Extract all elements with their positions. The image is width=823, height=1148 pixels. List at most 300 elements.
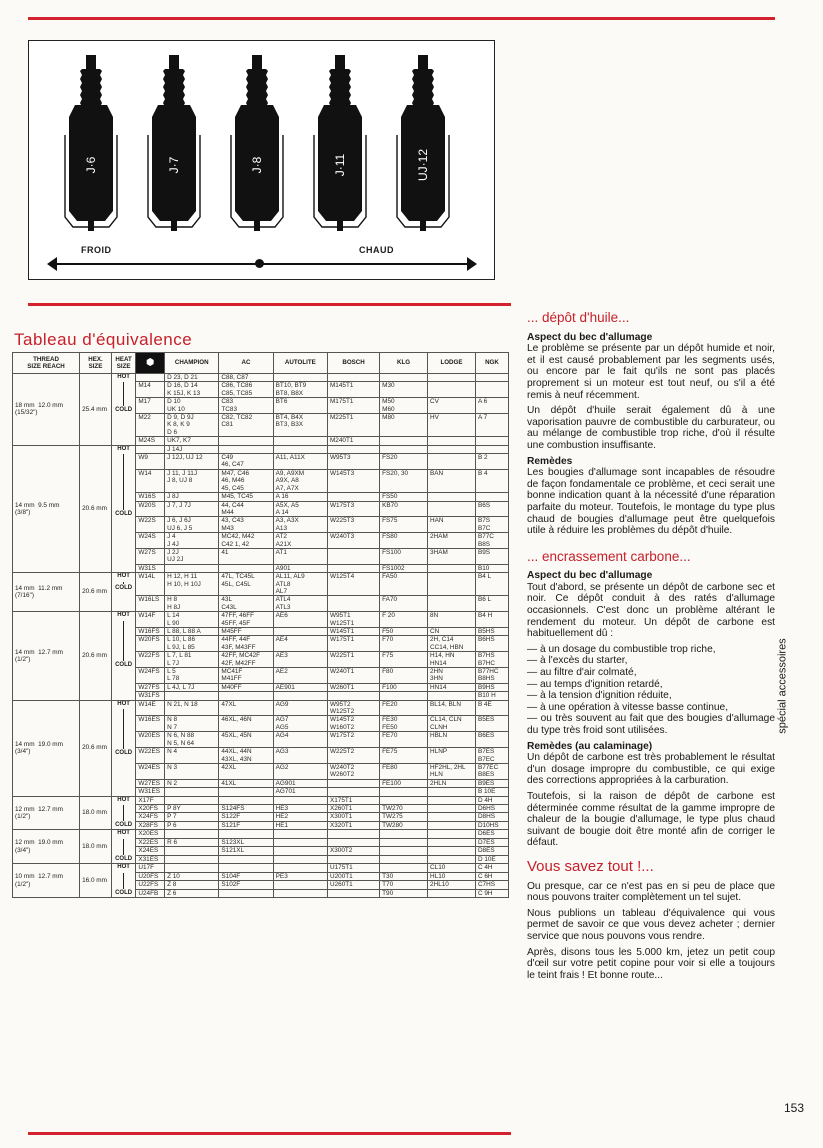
cell-code: W14F: [136, 612, 165, 628]
table-row: [13, 573, 509, 596]
cell-bosch: W260T1: [327, 683, 379, 691]
cell-autolite: AL11, AL9 ATL8 AL7: [273, 573, 327, 596]
cell-autolite: AG3: [273, 748, 327, 764]
cell-code: M22: [136, 414, 165, 437]
cell-lodge: [428, 437, 476, 445]
scale-label-froid: FROID: [81, 245, 112, 255]
scale-center-dot: [255, 259, 264, 268]
cell-autolite: [273, 796, 327, 804]
cell-champion: J 2J UJ 2J: [165, 548, 219, 564]
cell-code: W9: [136, 454, 165, 470]
spark-plug-label: J·7: [167, 156, 181, 174]
cell-champion: N 21, N 18: [165, 700, 219, 716]
cell-autolite: [273, 374, 327, 382]
cell-code: W20S: [136, 501, 165, 517]
cell-champion: J 14J: [165, 445, 219, 453]
cell-lodge: BAN: [428, 469, 476, 492]
cell-ngk: B77HC B8HS: [475, 668, 508, 684]
cell-ac: 43L C43L: [219, 596, 273, 612]
spark-plug-figure: [28, 40, 495, 280]
cell-code: X22ES: [136, 838, 165, 846]
cell-bosch: [327, 788, 379, 796]
cell-ngk: B9S: [475, 548, 508, 564]
cell-ngk: D7ES: [475, 838, 508, 846]
cell-code: W14: [136, 469, 165, 492]
cell-bosch: [327, 830, 379, 838]
cell-autolite: A3, A3X A13: [273, 517, 327, 533]
cell-hex: 20.6 mm: [80, 700, 112, 796]
spark-plug-3: [231, 55, 283, 231]
cell-champion: [165, 692, 219, 700]
cell-klg: [380, 830, 428, 838]
cell-bosch: [327, 838, 379, 846]
cell-champion: [165, 864, 219, 872]
cell-bosch: M175T1: [327, 398, 379, 414]
cell-ngk: C 4H: [475, 864, 508, 872]
cell-champion: N 6, N 88 N 5, N 64: [165, 732, 219, 748]
cell-ngk: B4 L: [475, 573, 508, 596]
cell-champion: H 8 H 8J: [165, 596, 219, 612]
cell-klg: M80: [380, 414, 428, 437]
cell-code: W14L: [136, 573, 165, 596]
cell-klg: FA50: [380, 573, 428, 596]
spark-plug-label: J·11: [333, 153, 347, 177]
spark-plug-label: UJ·12: [416, 148, 430, 182]
cell-heat-range: [111, 796, 135, 830]
cell-ac: 41: [219, 548, 273, 564]
cell-lodge: [428, 830, 476, 838]
cell-hex: 20.6 mm: [80, 612, 112, 700]
cell-hex: 18.0 mm: [80, 830, 112, 864]
cell-klg: FS20: [380, 454, 428, 470]
cell-champion: [165, 788, 219, 796]
cell-champion: D 23, D 21: [165, 374, 219, 382]
cell-klg: FE75: [380, 748, 428, 764]
cell-lodge: 2HLN: [428, 779, 476, 787]
cell-ac: 42XL: [219, 763, 273, 779]
heat-cold-label: COLD: [115, 511, 133, 518]
cell-code: W27S: [136, 548, 165, 564]
cell-code: X20ES: [136, 830, 165, 838]
cell-klg: [380, 445, 428, 453]
cell-bosch: [327, 692, 379, 700]
th-ngk: NGK: [475, 353, 508, 374]
cell-champion: J 6, J 6J UJ 6, J 5: [165, 517, 219, 533]
heat-arrow-icon: [123, 805, 124, 821]
cell-bosch: W225T1: [327, 652, 379, 668]
cell-heat-range: [111, 700, 135, 796]
cell-ac: S124FS: [219, 804, 273, 812]
cell-klg: [380, 838, 428, 846]
list-item: — à la tension d'ignition réduite,: [527, 690, 672, 702]
paragraph: Après, disons tous les 5.000 km, jetez un petit coup d'œil sur votre petit copine pour voir si elle a toujours le teint frais ! Et bonne route...: [527, 946, 775, 981]
cell-lodge: HAN: [428, 517, 476, 533]
cell-autolite: [273, 445, 327, 453]
cell-lodge: HBLN: [428, 732, 476, 748]
cell-thread: 10 mm 12.7 mm (1/2"): [13, 864, 80, 898]
cell-lodge: [428, 889, 476, 897]
cell-autolite: AE4: [273, 636, 327, 652]
cell-lodge: [428, 596, 476, 612]
cell-bosch: M225T1: [327, 414, 379, 437]
cell-autolite: AG2: [273, 763, 327, 779]
cell-autolite: [273, 889, 327, 897]
cell-champion: P 8Y: [165, 804, 219, 812]
cell-ngk: B6S: [475, 501, 508, 517]
cell-klg: FS75: [380, 517, 428, 533]
cell-klg: TW270: [380, 804, 428, 812]
cell-hex: 20.6 mm: [80, 573, 112, 612]
table-row: [13, 796, 509, 804]
cell-bosch: W145T2 W160T2: [327, 716, 379, 732]
cell-bosch: [327, 374, 379, 382]
cell-ac: C49 46, C47: [219, 454, 273, 470]
cell-bosch: W95T1 W125T1: [327, 612, 379, 628]
cell-ngk: B9HS: [475, 683, 508, 691]
cell-ac: M47, C46 46, M46 45, C45: [219, 469, 273, 492]
cell-bosch: W225T2: [327, 748, 379, 764]
cell-autolite: AE901: [273, 683, 327, 691]
heat-arrow-icon: [123, 873, 124, 889]
bottom-rule: [28, 1132, 511, 1135]
cell-autolite: AG7 AG5: [273, 716, 327, 732]
cell-champion: [165, 855, 219, 863]
cell-autolite: BT6: [273, 398, 327, 414]
cell-ac: MC42, M42 C42 1, 42: [219, 533, 273, 549]
cell-code: W16ES: [136, 716, 165, 732]
cell-code: W27ES: [136, 779, 165, 787]
cell-bosch: M240T1: [327, 437, 379, 445]
th-hex: HEX. SIZE: [80, 353, 112, 374]
cell-ac: [219, 855, 273, 863]
cell-code: X28FS: [136, 821, 165, 829]
cell-klg: M50 M60: [380, 398, 428, 414]
cell-ngk: B 2: [475, 454, 508, 470]
cell-autolite: A 16: [273, 493, 327, 501]
cell-champion: L 14 L 90: [165, 612, 219, 628]
cell-ngk: C 9H: [475, 889, 508, 897]
cell-autolite: A11, A11X: [273, 454, 327, 470]
th-champion: CHAMPION: [165, 353, 219, 374]
cell-autolite: AE3: [273, 652, 327, 668]
cell-ac: C88, C87: [219, 374, 273, 382]
cell-ngk: B10: [475, 564, 508, 572]
cell-champion: P 6: [165, 821, 219, 829]
cell-klg: FE20: [380, 700, 428, 716]
paragraph: Tout d'abord, se présente un dépôt de carbone sec et noir. Ce dépôt conduit à des ratés d'allumage occasionnels. C'est donc un problème altérant le rendement du moteur. Un dépôt de carbone est habituellement dû :: [527, 581, 775, 640]
th-autolite: AUTOLITE: [273, 353, 327, 374]
cell-ac: [219, 889, 273, 897]
cell-lodge: [428, 838, 476, 846]
cell-code: M14: [136, 382, 165, 398]
cell-code: W27FS: [136, 683, 165, 691]
cell-ac: MC41F M41FF: [219, 668, 273, 684]
cell-bosch: [327, 889, 379, 897]
cell-autolite: [273, 628, 327, 636]
cell-autolite: [273, 847, 327, 855]
cell-lodge: [428, 501, 476, 517]
cell-ngk: B7S B7C: [475, 517, 508, 533]
th-klg: KLG: [380, 353, 428, 374]
cell-lodge: HF2HL, 2HL HLN: [428, 763, 476, 779]
heat-arrow-icon: [123, 382, 124, 406]
cell-ac: [219, 445, 273, 453]
cell-champion: [165, 796, 219, 804]
cell-autolite: BT4, B4X BT3, B3X: [273, 414, 327, 437]
cell-lodge: [428, 847, 476, 855]
cell-ac: 45XL, 45N: [219, 732, 273, 748]
cell-bosch: W95T3: [327, 454, 379, 470]
cell-code: W31ES: [136, 788, 165, 796]
cell-champion: Z 10: [165, 872, 219, 880]
cell-ac: 47XL: [219, 700, 273, 716]
cell-lodge: [428, 821, 476, 829]
cell-champion: D 10 UK 10: [165, 398, 219, 414]
cell-lodge: [428, 796, 476, 804]
cell-bosch: W175T1: [327, 636, 379, 652]
cell-code: W16LS: [136, 596, 165, 612]
cell-code: X24ES: [136, 847, 165, 855]
cell-bosch: W175T2: [327, 732, 379, 748]
cell-klg: FS20, 30: [380, 469, 428, 492]
cell-code: U22FS: [136, 881, 165, 889]
cell-thread: 14 mm 9.5 mm (3/8"): [13, 445, 80, 573]
cell-ngk: B10 H: [475, 692, 508, 700]
cell-lodge: [428, 445, 476, 453]
cell-ngk: B 4E: [475, 700, 508, 716]
subheading: Remèdes: [527, 455, 573, 467]
cell-ac: 47FF, 46FF 45FF, 45F: [219, 612, 273, 628]
cell-ac: [219, 864, 273, 872]
cell-ngk: D8ES: [475, 847, 508, 855]
cell-klg: F 20: [380, 612, 428, 628]
cell-lodge: HL10: [428, 872, 476, 880]
cell-autolite: [273, 881, 327, 889]
cell-ngk: [475, 374, 508, 382]
cell-lodge: [428, 855, 476, 863]
cell-autolite: BT10, BT9 BT8, B8X: [273, 382, 327, 398]
text-column: [527, 308, 775, 985]
cell-lodge: [428, 374, 476, 382]
cell-lodge: 2H, C14 CC14, HBN: [428, 636, 476, 652]
cell-champion: R 6: [165, 838, 219, 846]
heat-hot-label: HOT: [117, 796, 130, 803]
cell-champion: D 16, D 14 K 15J, K 13: [165, 382, 219, 398]
cell-klg: T70: [380, 881, 428, 889]
cell-ngk: B5HS: [475, 628, 508, 636]
heat-hot-label: HOT: [117, 445, 130, 452]
cell-ngk: D 10E: [475, 855, 508, 863]
cell-champion: UK7, K7: [165, 437, 219, 445]
spark-plug-5: [397, 55, 449, 231]
heat-hot-label: HOT: [117, 612, 130, 619]
cell-ac: M45FF: [219, 628, 273, 636]
cell-ngk: B7ES B7EC: [475, 748, 508, 764]
cell-autolite: A9, A9XM A9X, A8 A7, A7X: [273, 469, 327, 492]
cell-ngk: A 6: [475, 398, 508, 414]
heat-cold-label: COLD: [115, 407, 133, 414]
spark-plug-4: [314, 55, 366, 231]
th-thread: THREAD SIZE REACH: [13, 353, 80, 374]
heat-arrow-icon: [123, 454, 124, 510]
list-item: — au filtre d'air colmaté,: [527, 667, 637, 679]
cell-lodge: [428, 564, 476, 572]
spark-plug-1: [65, 55, 117, 231]
cell-autolite: [273, 692, 327, 700]
cell-code: W24S: [136, 533, 165, 549]
heat-arrow-icon: [123, 621, 124, 661]
th-lodge: LODGE: [428, 353, 476, 374]
cell-lodge: H14, HN HN14: [428, 652, 476, 668]
cell-autolite: AG901: [273, 779, 327, 787]
paragraph: Toutefois, si la raison de dépôt de carbone est déterminée comme résultat de la gamme impropre de chaleur de la bougie d'allumage, le type plus chaud suivant de bougie doit être monté afin de corriger le défaut.: [527, 790, 775, 849]
cell-code: W20ES: [136, 732, 165, 748]
cell-klg: FE100: [380, 779, 428, 787]
cell-lodge: [428, 692, 476, 700]
cell-ac: 42FF, MC42F 42F, M42FF: [219, 652, 273, 668]
cell-klg: FE70: [380, 732, 428, 748]
cell-klg: [380, 796, 428, 804]
cell-code: M24S: [136, 437, 165, 445]
heat-hot-label: HOT: [117, 700, 130, 707]
cell-lodge: HN14: [428, 683, 476, 691]
cell-ac: [219, 564, 273, 572]
cell-champion: P 7: [165, 813, 219, 821]
cell-code: W24ES: [136, 763, 165, 779]
paragraph: Ou presque, car ce n'est pas en si peu de place que nous pouvons traiter complètement un tel sujet.: [527, 880, 775, 904]
cell-ngk: B5ES: [475, 716, 508, 732]
cell-code: W24FS: [136, 668, 165, 684]
cell-ngk: B7HS B7HC: [475, 652, 508, 668]
cell-bosch: W145T3: [327, 469, 379, 492]
cell-bosch: W240T2 W260T2: [327, 763, 379, 779]
cell-lodge: [428, 493, 476, 501]
cell-code: W31S: [136, 564, 165, 572]
heat-cold-label: COLD: [115, 889, 133, 896]
cell-thread: 14 mm 11.2 mm (7/16"): [13, 573, 80, 612]
cell-bosch: U200T1: [327, 872, 379, 880]
cell-ac: 41XL: [219, 779, 273, 787]
cell-ac: 44XL, 44N 43XL, 43N: [219, 748, 273, 764]
cell-champion: L 88, L 88 A: [165, 628, 219, 636]
cell-klg: FS100: [380, 548, 428, 564]
table-row: [13, 864, 509, 872]
cell-bosch: W95T2 W125T2: [327, 700, 379, 716]
cell-champion: [165, 564, 219, 572]
cell-autolite: A5X, A5 A 14: [273, 501, 327, 517]
cell-bosch: W240T1: [327, 668, 379, 684]
cell-champion: N 2: [165, 779, 219, 787]
cell-ngk: C 6H: [475, 872, 508, 880]
cell-lodge: 2HL10: [428, 881, 476, 889]
heat-cold-label: COLD: [115, 750, 133, 757]
cell-autolite: AE2: [273, 668, 327, 684]
cell-klg: KB70: [380, 501, 428, 517]
cell-ac: C83 TC83: [219, 398, 273, 414]
cell-code: X24FS: [136, 813, 165, 821]
cell-lodge: [428, 382, 476, 398]
scale-label-chaud: CHAUD: [359, 245, 394, 255]
cell-ac: [219, 788, 273, 796]
cell-bosch: [327, 779, 379, 787]
table-row: [13, 830, 509, 838]
cell-lodge: HV: [428, 414, 476, 437]
side-label-text: spécial accessoires: [776, 638, 789, 734]
cell-klg: FE30 FE50: [380, 716, 428, 732]
th-bosch: BOSCH: [327, 353, 379, 374]
cell-code: W31FS: [136, 692, 165, 700]
cell-bosch: W145T1: [327, 628, 379, 636]
cell-code: W16FS: [136, 628, 165, 636]
cell-bosch: X175T1: [327, 796, 379, 804]
cell-code: U17F: [136, 864, 165, 872]
cell-champion: N 4: [165, 748, 219, 764]
cell-ngk: B6 L: [475, 596, 508, 612]
table-title: Tableau d'équivalence: [14, 330, 193, 349]
th-heat: HEAT SIZE: [111, 353, 135, 374]
cell-ngk: [475, 445, 508, 453]
cell-bosch: [327, 445, 379, 453]
cell-ac: [219, 830, 273, 838]
cell-bosch: W225T3: [327, 517, 379, 533]
cell-code: M17: [136, 398, 165, 414]
cell-klg: F75: [380, 652, 428, 668]
section-title-savez: Vous savez tout !...: [527, 857, 654, 875]
cell-autolite: [273, 855, 327, 863]
cell-klg: [380, 847, 428, 855]
cell-champion: N 8 N 7: [165, 716, 219, 732]
equivalence-table: [12, 352, 509, 898]
cell-bosch: [327, 493, 379, 501]
paragraph: Un dépôt d'huile serait également dû à une vaporisation pauvre de combustible du carburateur, ou au mélange de combustible trop riche, d'où il résulte une combustion insuffisante.: [527, 405, 775, 451]
cell-lodge: [428, 573, 476, 596]
cell-ngk: B77EC B8ES: [475, 763, 508, 779]
cell-autolite: [273, 838, 327, 846]
cell-ngk: B 10E: [475, 788, 508, 796]
paragraph: Les bougies d'allumage sont incapables de résoudre de façon fondamentale ce problème, et ceci serait une bonne indication quant à la nécessité d'une réparation parfaite du moteur. Toutefois, le montage du type plus chaud de bougies d'allumage peut être quelquefois utile à réduire les problèmes du dépôt d'huile.: [527, 467, 775, 537]
side-label: [770, 638, 790, 740]
cell-thread: 12 mm 12.7 mm (1/2"): [13, 796, 80, 830]
cell-klg: [380, 374, 428, 382]
cell-champion: J 11, J 11J J 8, UJ 8: [165, 469, 219, 492]
spark-plug-2: [148, 55, 200, 231]
cell-autolite: ATL4 ATL3: [273, 596, 327, 612]
cell-klg: [380, 692, 428, 700]
cell-ngk: D6ES: [475, 830, 508, 838]
cell-lodge: [428, 813, 476, 821]
mid-rule: [28, 303, 511, 306]
cell-hex: 18.0 mm: [80, 796, 112, 830]
cell-ac: S122F: [219, 813, 273, 821]
cell-code: [136, 374, 165, 382]
cell-klg: F70: [380, 636, 428, 652]
cell-heat-range: [111, 374, 135, 446]
cell-champion: J 7, J 7J: [165, 501, 219, 517]
cell-ac: [219, 692, 273, 700]
paragraph: Le problème se présente par un dépôt humide et noir, et il est causé probablement par les segments usés, ou encore par le fait qu'ils ne sont pas placés proprement si un moteur est tout neuf, ou s'il a été remis à neuf récemment.: [527, 343, 775, 401]
cell-klg: [380, 855, 428, 863]
cell-lodge: [428, 788, 476, 796]
cell-heat-range: [111, 445, 135, 573]
spark-plug-drawings: [29, 41, 494, 279]
cell-champion: J 8J: [165, 493, 219, 501]
cell-klg: F50: [380, 628, 428, 636]
cell-ngk: [475, 493, 508, 501]
cell-bosch: W125T4: [327, 573, 379, 596]
paragraph: Nous publions un tableau d'équivalence qui vous permet de savoir ce que vous devez acheter ; dernier service que nous pouvons vous rendre.: [527, 907, 775, 942]
cell-bosch: [327, 596, 379, 612]
cell-lodge: 8N: [428, 612, 476, 628]
